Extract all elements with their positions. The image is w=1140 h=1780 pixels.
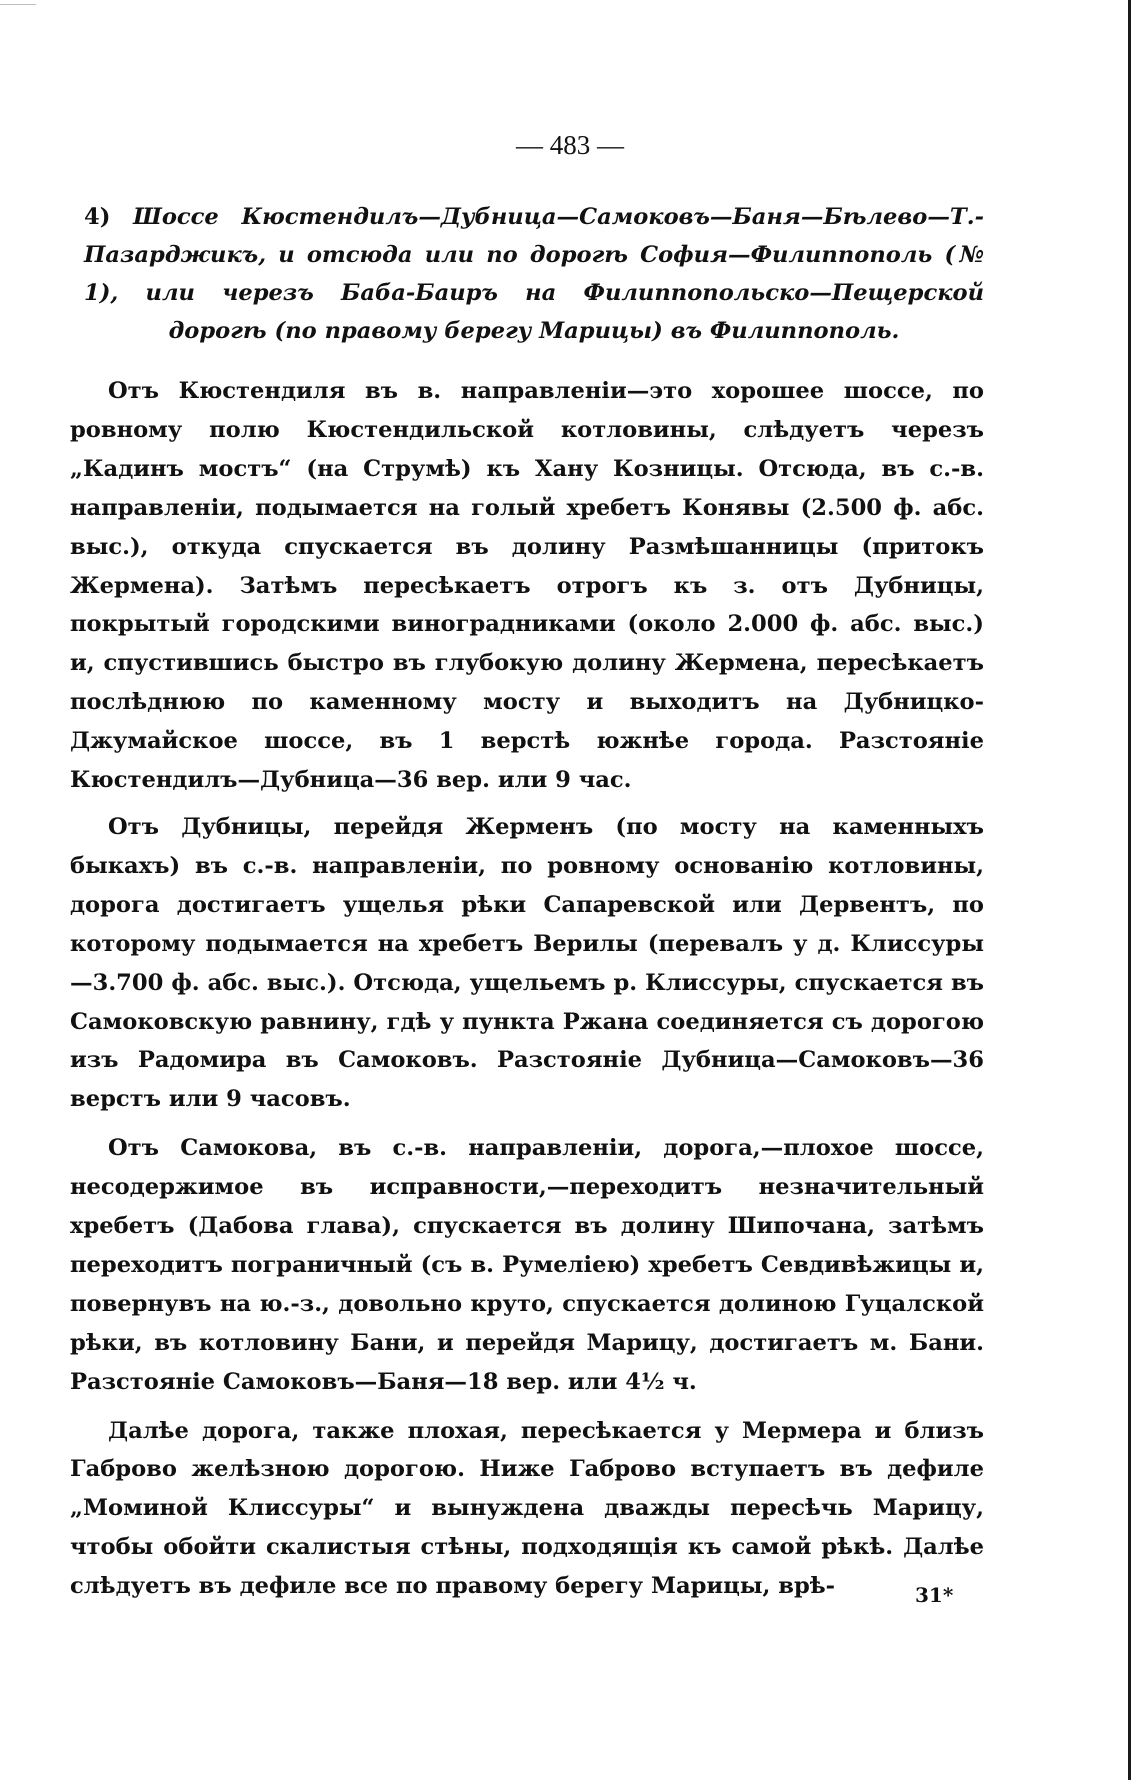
scan-corner-mark: [0, 4, 36, 5]
section-heading: [84, 198, 984, 350]
scan-edge-line: [1128, 0, 1131, 1780]
paragraph: Отъ Кюстендиля въ в. направленіи—это хорошее шоссе, по ровному полю Кюстендильской котловины, слѣдуетъ черезъ „Кадинъ мостъ“ (на Струмѣ) къ Хану Козницы. Отсюда, въ с.-в. направленіи, подымается на голый хребетъ Конявы (2.500 ф. абс. выс.), откуда спускается въ долину Размѣшанницы (притокъ Жермена). Затѣмъ пересѣкаетъ отрогъ къ з. отъ Дубницы, покрытый городскими виноградниками (около 2.000 ф. абс. выс.) и, спустившись быстро въ глубокую долину Жермена, пересѣкаетъ послѣднюю по каменному мосту и выходитъ на Дубницко-Джумайское шоссе, въ 1 верстѣ южнѣе города. Разстояніе Кюстендилъ—Дубница—36 вер. или 9 час.: [70, 378, 984, 794]
section-title: Шоссе Кюстендилъ—Дубница—Самоковъ—Баня—Бѣлево—Т.-Пазарджикъ, и отсюда или по дорогѣ София—Филиппополь (№ 1), или черезъ Баба-Баиръ на Филиппопольско—Пещерской дорогѣ (по правому берегу Марицы) въ Филиппополь.: [84, 204, 984, 344]
section-number: 4): [84, 204, 111, 230]
paragraph: Отъ Самокова, въ с.-в. направленіи, дорога,—плохое шоссе, несодержимое въ исправности,—переходитъ незначительный хребетъ (Дабова глава), спускается въ долину Шипочана, затѣмъ переходитъ пограничный (съ в. Румеліею) хребетъ Севдивѣжицы и, повернувъ на ю.-з., довольно круто, спускается долиною Гуцалской рѣки, въ котловину Бани, и перейдя Марицу, достигаетъ м. Бани. Разстояніе Самоковъ—Баня—18 вер. или 4½ ч.: [70, 1135, 984, 1395]
body-text: [70, 372, 984, 1606]
paragraph: Отъ Дубницы, перейдя Жерменъ (по мосту на каменныхъ быкахъ) въ с.-в. направленіи, по ровному основанію котловины, дорога достигаетъ ущелья рѣки Сапаревской или Дервентъ, по которому подымается на хребетъ Верилы (перевалъ у д. Клиссуры—3.700 ф. абс. выс.). Отсюда, ущельемъ р. Клиссуры, спускается въ Самоковскую равнину, гдѣ у пункта Ржана соединяется съ дорогою изъ Радомира въ Самоковъ. Разстояніе Дубница—Самоковъ—36 верстъ или 9 часовъ.: [70, 813, 984, 1113]
paragraph: Далѣе дорога, также плохая, пересѣкается у Мермера и близъ Габрово желѣзною дорогою. Ниже Габрово вступаетъ въ дефиле „Моминой Клиссуры“ и вынуждена дважды пересѣчь Марицу, чтобы обойти скалистыя стѣны, подходящія къ самой рѣкѣ. Далѣе слѣдуетъ въ дефиле все по правому берегу Марицы, врѣ-: [70, 1417, 984, 1600]
page-number: — 483 —: [516, 130, 624, 160]
printer-signature: 31*: [915, 1583, 954, 1607]
